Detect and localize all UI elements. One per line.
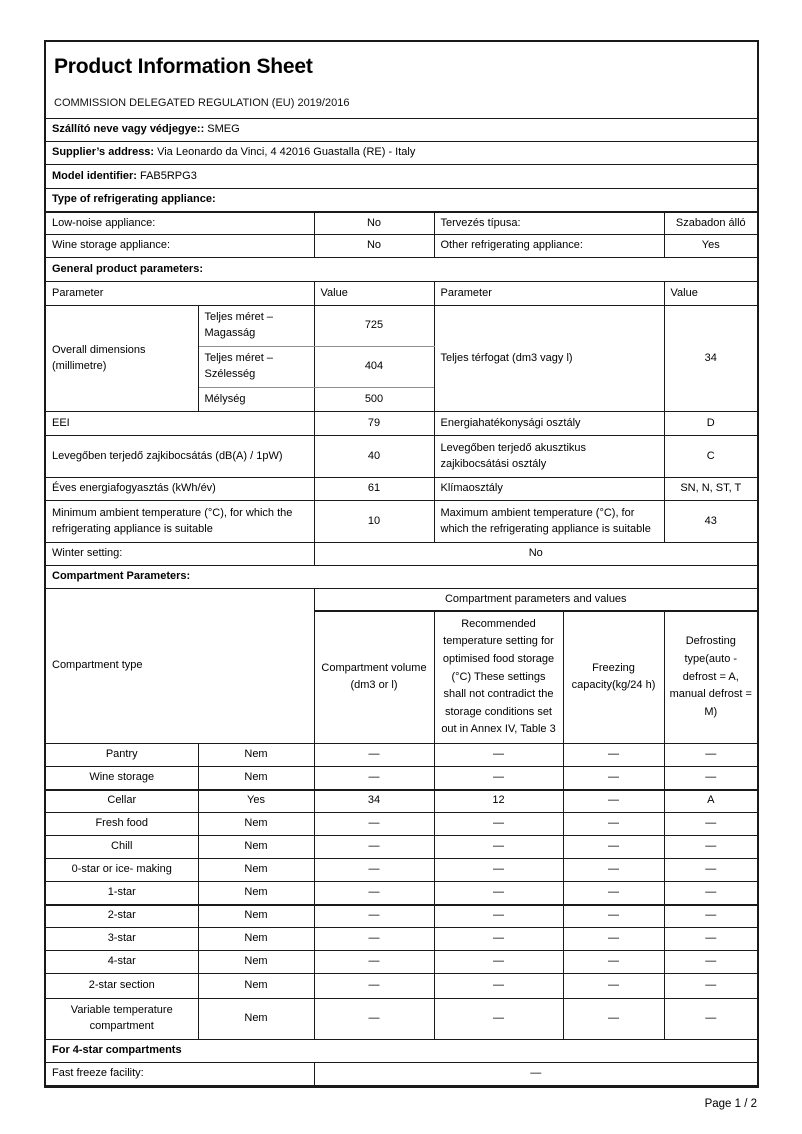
low-noise-label: Low-noise appliance: <box>45 212 314 235</box>
four-star-section-heading-row <box>45 1040 758 1063</box>
overall-dimensions-label: Overall dimensions (millimetre) <box>45 306 198 412</box>
other-appliance-label: Other refrigerating appliance: <box>434 235 664 258</box>
compartment-volume: — <box>314 767 434 790</box>
compartment-row-cellar <box>45 790 758 813</box>
compartment-present: Yes <box>198 790 314 813</box>
compartment-temp: — <box>434 999 563 1040</box>
compartment-section-heading: Compartment Parameters: <box>45 566 758 589</box>
winter-setting-value: No <box>314 543 758 566</box>
dimension-height-label: Teljes méret – Magasság <box>198 306 314 347</box>
dimension-width-value: 404 <box>314 347 434 388</box>
compartment-defrost: — <box>664 999 758 1040</box>
compartment-section-heading-row <box>45 566 758 589</box>
value-header-right: Value <box>664 282 758 306</box>
page-indicator: Page 1 / 2 <box>704 1098 757 1110</box>
compartment-freezing: — <box>563 928 664 951</box>
defrosting-type-header: Defrosting type(auto - defrost = A, manual defrost = M) <box>664 611 758 744</box>
supplier-name-row <box>45 119 758 142</box>
compartment-row-4-star <box>45 951 758 974</box>
compartment-volume: — <box>314 928 434 951</box>
compartment-defrost: — <box>664 744 758 767</box>
compartment-freezing: — <box>563 859 664 882</box>
supplier-name-label: Szállító neve vagy védjegye:: <box>52 123 205 136</box>
supplier-name-value: SMEG <box>207 123 240 136</box>
min-ambient-label: Minimum ambient temperature (°C), for which the refrigerating appliance is suitable <box>45 501 314 543</box>
compartment-present: Nem <box>198 951 314 974</box>
compartment-freezing: — <box>563 790 664 813</box>
annual-energy-value: 61 <box>314 478 434 501</box>
compartment-present: Nem <box>198 859 314 882</box>
max-ambient-label: Maximum ambient temperature (°C), for which the refrigerating appliance is suitable <box>434 501 664 543</box>
compartment-type: 2-star <box>45 905 198 928</box>
compartment-freezing: — <box>563 767 664 790</box>
compartment-row-pantry <box>45 744 758 767</box>
compartment-temp: — <box>434 882 563 905</box>
eei-label: EEI <box>45 412 314 436</box>
energy-class-value: D <box>664 412 758 436</box>
compartment-freezing: — <box>563 744 664 767</box>
recommended-temperature-header: Recommended temperature setting for optimised food storage (°C) These settings shall not contradict the storage conditions set out in Annex IV, Table 3 <box>434 611 563 744</box>
compartment-present: Nem <box>198 905 314 928</box>
compartment-type-header: Compartment type <box>45 589 314 744</box>
climate-class-value: SN, N, ST, T <box>664 478 758 501</box>
compartment-temp: — <box>434 859 563 882</box>
compartment-temp: — <box>434 836 563 859</box>
compartment-row-1-star <box>45 882 758 905</box>
total-volume-value: 34 <box>664 306 758 412</box>
compartment-defrost: — <box>664 813 758 836</box>
design-type-label: Tervezés típusa: <box>434 212 664 235</box>
compartment-volume: — <box>314 859 434 882</box>
compartment-defrost: — <box>664 928 758 951</box>
compartment-present: Nem <box>198 813 314 836</box>
compartment-group-header-row <box>45 589 758 611</box>
parameter-header-right: Parameter <box>434 282 664 306</box>
value-header-left: Value <box>314 282 434 306</box>
compartment-freezing: — <box>563 951 664 974</box>
type-section-heading: Type of refrigerating appliance: <box>45 189 758 212</box>
annual-energy-label: Éves energiafogyasztás (kWh/év) <box>45 478 314 501</box>
noise-label: Levegőben terjedő zajkibocsátás (dB(A) / 1pW) <box>45 436 314 478</box>
compartment-type: 3-star <box>45 928 198 951</box>
max-ambient-value: 43 <box>664 501 758 543</box>
type-section-heading-row <box>45 189 758 212</box>
freezing-capacity-header: Freezing capacity(kg/24 h) <box>563 611 664 744</box>
compartment-defrost: — <box>664 905 758 928</box>
noise-row <box>45 436 758 478</box>
compartment-volume: — <box>314 836 434 859</box>
compartment-defrost: — <box>664 767 758 790</box>
compartment-type: 1-star <box>45 882 198 905</box>
compartment-type: Pantry <box>45 744 198 767</box>
compartment-freezing: — <box>563 999 664 1040</box>
supplier-address-value: Via Leonardo da Vinci, 4 42016 Guastalla (RE) - Italy <box>157 146 416 159</box>
winter-setting-row <box>45 543 758 566</box>
design-type-value: Szabadon álló <box>664 212 758 235</box>
compartment-freezing: — <box>563 974 664 999</box>
compartment-present: Nem <box>198 928 314 951</box>
wine-storage-appliance-value: No <box>314 235 434 258</box>
dimension-height-row <box>45 306 758 347</box>
compartment-type: 0-star or ice- making <box>45 859 198 882</box>
compartment-temp: — <box>434 951 563 974</box>
compartment-freezing: — <box>563 813 664 836</box>
compartment-type: Chill <box>45 836 198 859</box>
compartment-present: Nem <box>198 974 314 999</box>
compartment-temp: — <box>434 974 563 999</box>
supplier-name-cell <box>45 119 758 142</box>
dimension-depth-label: Mélység <box>198 388 314 412</box>
four-star-section-heading: For 4-star compartments <box>45 1040 758 1063</box>
page-title: Product Information Sheet <box>54 55 313 78</box>
ambient-temperature-row <box>45 501 758 543</box>
compartment-row-wine-storage <box>45 767 758 790</box>
compartment-type: 2-star section <box>45 974 198 999</box>
general-section-heading: General product parameters: <box>45 258 758 282</box>
low-noise-value: No <box>314 212 434 235</box>
compartment-temp: — <box>434 744 563 767</box>
compartment-volume: — <box>314 882 434 905</box>
model-identifier-label: Model identifier: <box>52 169 137 182</box>
dimension-width-label: Teljes méret – Szélesség <box>198 347 314 388</box>
compartment-temp: — <box>434 928 563 951</box>
supplier-address-cell <box>45 142 758 165</box>
model-identifier-row <box>45 165 758 189</box>
compartment-present: Nem <box>198 744 314 767</box>
eei-value: 79 <box>314 412 434 436</box>
climate-class-label: Klímaosztály <box>434 478 664 501</box>
compartment-freezing: — <box>563 836 664 859</box>
compartment-volume: — <box>314 951 434 974</box>
compartment-volume: — <box>314 974 434 999</box>
compartment-temp: — <box>434 767 563 790</box>
supplier-address-label: Supplier’s address: <box>52 146 155 159</box>
compartment-row-2-star <box>45 905 758 928</box>
compartment-type: Cellar <box>45 790 198 813</box>
noise-value: 40 <box>314 436 434 478</box>
annual-energy-row <box>45 478 758 501</box>
compartment-volume: — <box>314 813 434 836</box>
compartment-present: Nem <box>198 882 314 905</box>
compartment-defrost: A <box>664 790 758 813</box>
compartment-row-fresh-food <box>45 813 758 836</box>
compartment-volume: — <box>314 744 434 767</box>
fast-freeze-value: — <box>314 1063 758 1087</box>
compartment-freezing: — <box>563 882 664 905</box>
compartment-defrost: — <box>664 882 758 905</box>
energy-class-label: Energiahatékonysági osztály <box>434 412 664 436</box>
general-column-header-row <box>45 282 758 306</box>
compartment-temp: — <box>434 813 563 836</box>
compartment-type: Variable temperature compartment <box>45 999 198 1040</box>
product-information-sheet <box>44 40 759 1088</box>
low-noise-row <box>45 212 758 235</box>
wine-storage-appliance-row <box>45 235 758 258</box>
compartment-row-0-star <box>45 859 758 882</box>
compartment-row-chill <box>45 836 758 859</box>
compartment-type: Fresh food <box>45 813 198 836</box>
compartment-defrost: — <box>664 974 758 999</box>
fast-freeze-row <box>45 1063 758 1087</box>
noise-class-value: C <box>664 436 758 478</box>
model-identifier-value: FAB5RPG3 <box>139 169 197 182</box>
regulation-subtitle: COMMISSION DELEGATED REGULATION (EU) 2019/2016 <box>54 97 350 110</box>
compartment-volume-header: Compartment volume (dm3 or l) <box>314 611 434 744</box>
compartment-defrost: — <box>664 836 758 859</box>
title-cell <box>45 41 758 119</box>
compartment-row-variable-temperature <box>45 999 758 1040</box>
total-volume-label: Teljes térfogat (dm3 vagy l) <box>434 306 664 412</box>
compartment-volume: 34 <box>314 790 434 813</box>
fast-freeze-label: Fast freeze facility: <box>45 1063 314 1087</box>
compartment-volume: — <box>314 999 434 1040</box>
winter-setting-label: Winter setting: <box>45 543 314 566</box>
compartment-freezing: — <box>563 905 664 928</box>
other-appliance-value: Yes <box>664 235 758 258</box>
compartment-present: Nem <box>198 999 314 1040</box>
compartment-type: 4-star <box>45 951 198 974</box>
compartment-temp: — <box>434 905 563 928</box>
dimension-depth-value: 500 <box>314 388 434 412</box>
general-section-heading-row <box>45 258 758 282</box>
compartment-present: Nem <box>198 836 314 859</box>
compartment-row-3-star <box>45 928 758 951</box>
compartment-type: Wine storage <box>45 767 198 790</box>
dimension-height-value: 725 <box>314 306 434 347</box>
model-identifier-cell <box>45 165 758 189</box>
compartment-row-2-star-section <box>45 974 758 999</box>
min-ambient-value: 10 <box>314 501 434 543</box>
supplier-address-row <box>45 142 758 165</box>
eei-row <box>45 412 758 436</box>
compartment-temp: 12 <box>434 790 563 813</box>
compartment-group-header: Compartment parameters and values <box>314 589 758 611</box>
title-row <box>45 41 758 119</box>
compartment-defrost: — <box>664 951 758 974</box>
wine-storage-appliance-label: Wine storage appliance: <box>45 235 314 258</box>
compartment-present: Nem <box>198 767 314 790</box>
parameter-header-left: Parameter <box>45 282 314 306</box>
compartment-defrost: — <box>664 859 758 882</box>
noise-class-label: Levegőben terjedő akusztikus zajkibocsátási osztály <box>434 436 664 478</box>
compartment-volume: — <box>314 905 434 928</box>
